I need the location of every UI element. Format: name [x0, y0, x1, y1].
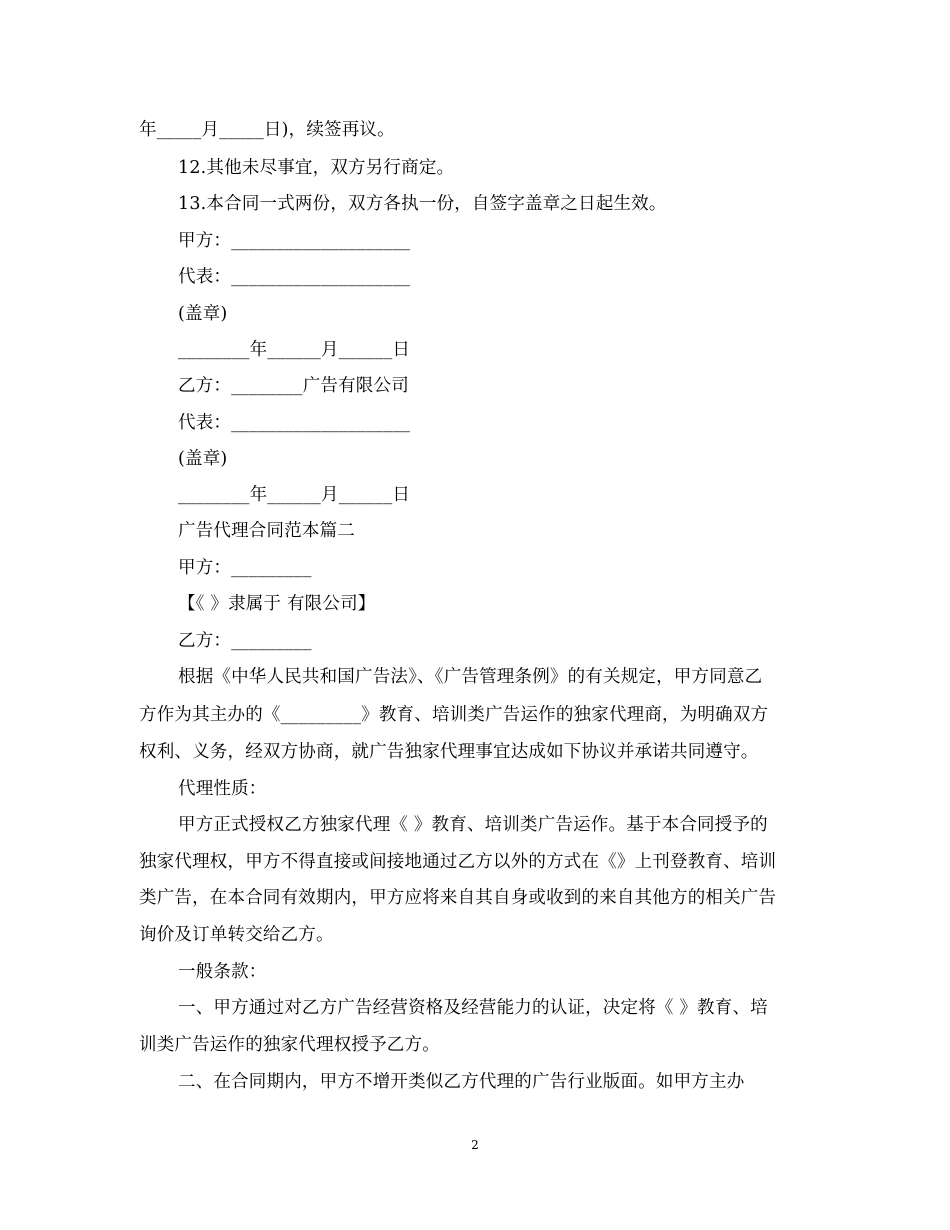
section-heading: 代理性质：: [178, 779, 267, 799]
clause-12: 12.其他未尽事宜，双方另行商定。: [178, 158, 455, 178]
page-number: 2: [471, 1138, 479, 1152]
section-heading: 一般条款：: [178, 962, 267, 982]
date-field: ________年______月______日: [178, 340, 411, 360]
paragraph-line: 类广告，在本合同有效期内，甲方应将来自其自身或收到的来自其他方的相关广告: [139, 888, 777, 908]
paragraph-line: 一、甲方通过对乙方广告经营资格及经营能力的认证，决定将《 》教育、培: [178, 998, 768, 1018]
affiliation-note: 【《 》隶属于 有限公司】: [178, 594, 376, 614]
party-b-field: 乙方：_________: [178, 631, 312, 651]
seal-label: (盖章): [178, 304, 228, 324]
paragraph-line: 二、在合同期内，甲方不增开类似乙方代理的广告行业版面。如甲方主办: [178, 1072, 745, 1092]
date-field: ________年______月______日: [178, 485, 411, 505]
paragraph-line: 训类广告运作的独家代理权授予乙方。: [139, 1035, 440, 1055]
party-b-field: 乙方：________广告有限公司: [178, 376, 409, 396]
section-title: 广告代理合同范本篇二: [178, 521, 355, 541]
representative-field: 代表：____________________: [178, 267, 411, 287]
contract-line: 年_____月_____日)，续签再议。: [139, 120, 395, 140]
paragraph-line: 询价及订单转交给乙方。: [139, 925, 334, 945]
seal-label: (盖章): [178, 449, 228, 469]
paragraph-line: 甲方正式授权乙方独家代理《 》教育、培训类广告运作。基于本合同授予的: [178, 815, 768, 835]
paragraph-line: 方作为其主办的《_________》教育、培训类广告运作的独家代理商，为明确双方: [139, 705, 769, 725]
paragraph-line: 独家代理权，甲方不得直接或间接地通过乙方以外的方式在《》上刊登教育、培训: [139, 852, 777, 872]
party-a-field: 甲方：_________: [178, 558, 312, 578]
party-a-field: 甲方：____________________: [178, 231, 411, 251]
representative-field: 代表：____________________: [178, 413, 411, 433]
clause-13: 13.本合同一式两份，双方各执一份，自签字盖章之日起生效。: [178, 194, 667, 214]
paragraph-line: 根据《中华人民共和国广告法》、《广告管理条例》的有关规定，甲方同意乙: [178, 667, 763, 687]
paragraph-line: 权利、义务，经双方协商，就广告独家代理事宜达成如下协议并承诺共同遵守。: [139, 742, 759, 762]
